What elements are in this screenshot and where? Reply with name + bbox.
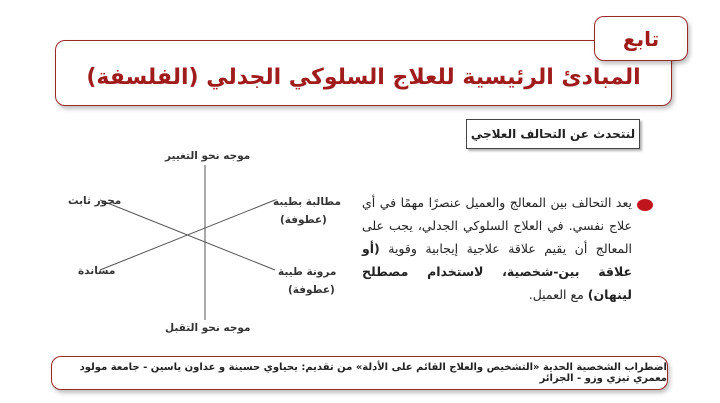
label-right-top-sub: (عطوفة)	[280, 214, 327, 226]
label-right-bottom: مرونة طيبة	[278, 266, 337, 278]
section-heading: لنتحدث عن التحالف العلاجي	[466, 119, 640, 149]
label-right-bottom-sub: (عطوفة)	[288, 284, 335, 296]
label-right-top: مطالبة بطيبة	[273, 196, 342, 208]
page-title: المبادئ الرئيسية للعلاج السلوكي الجدلي (الفلسفة)	[86, 64, 641, 90]
title-box	[55, 40, 672, 106]
label-left-top: محور ثابت	[68, 195, 122, 207]
footer-citation: اضطراب الشخصية الحدية «التشخيص والعلاج القائم على الأدلة» من تقديم: يحياوي حسينة و عداون ياسين - جامعة مولود معمري تيزي وزو - الجزائر	[51, 356, 668, 390]
body-paragraph	[362, 191, 632, 306]
tab-label: تابع	[594, 16, 688, 61]
label-bottom: موجه نحو التقبل	[165, 322, 251, 334]
paragraph-text-end: مع العميل.	[528, 287, 588, 302]
label-top: موجه نحو التغيير	[165, 150, 251, 162]
paragraph-bold-text: (أو علاقة بين-شخصية، لاستخدام مصطلح لينهان)	[362, 241, 632, 302]
paragraph-text: يعد التحالف بين المعالج والعميل عنصرًا مهمًا في أي علاج نفسي. في العلاج السلوكي الجدلي، يجب على المعالج أن يقيم علاقة علاجية إيجابية وقوية	[362, 195, 632, 256]
label-left-bottom: مساندة	[78, 265, 116, 277]
bullet-icon	[637, 199, 653, 211]
axes-diagram	[60, 140, 350, 340]
axes-lines	[60, 140, 350, 340]
